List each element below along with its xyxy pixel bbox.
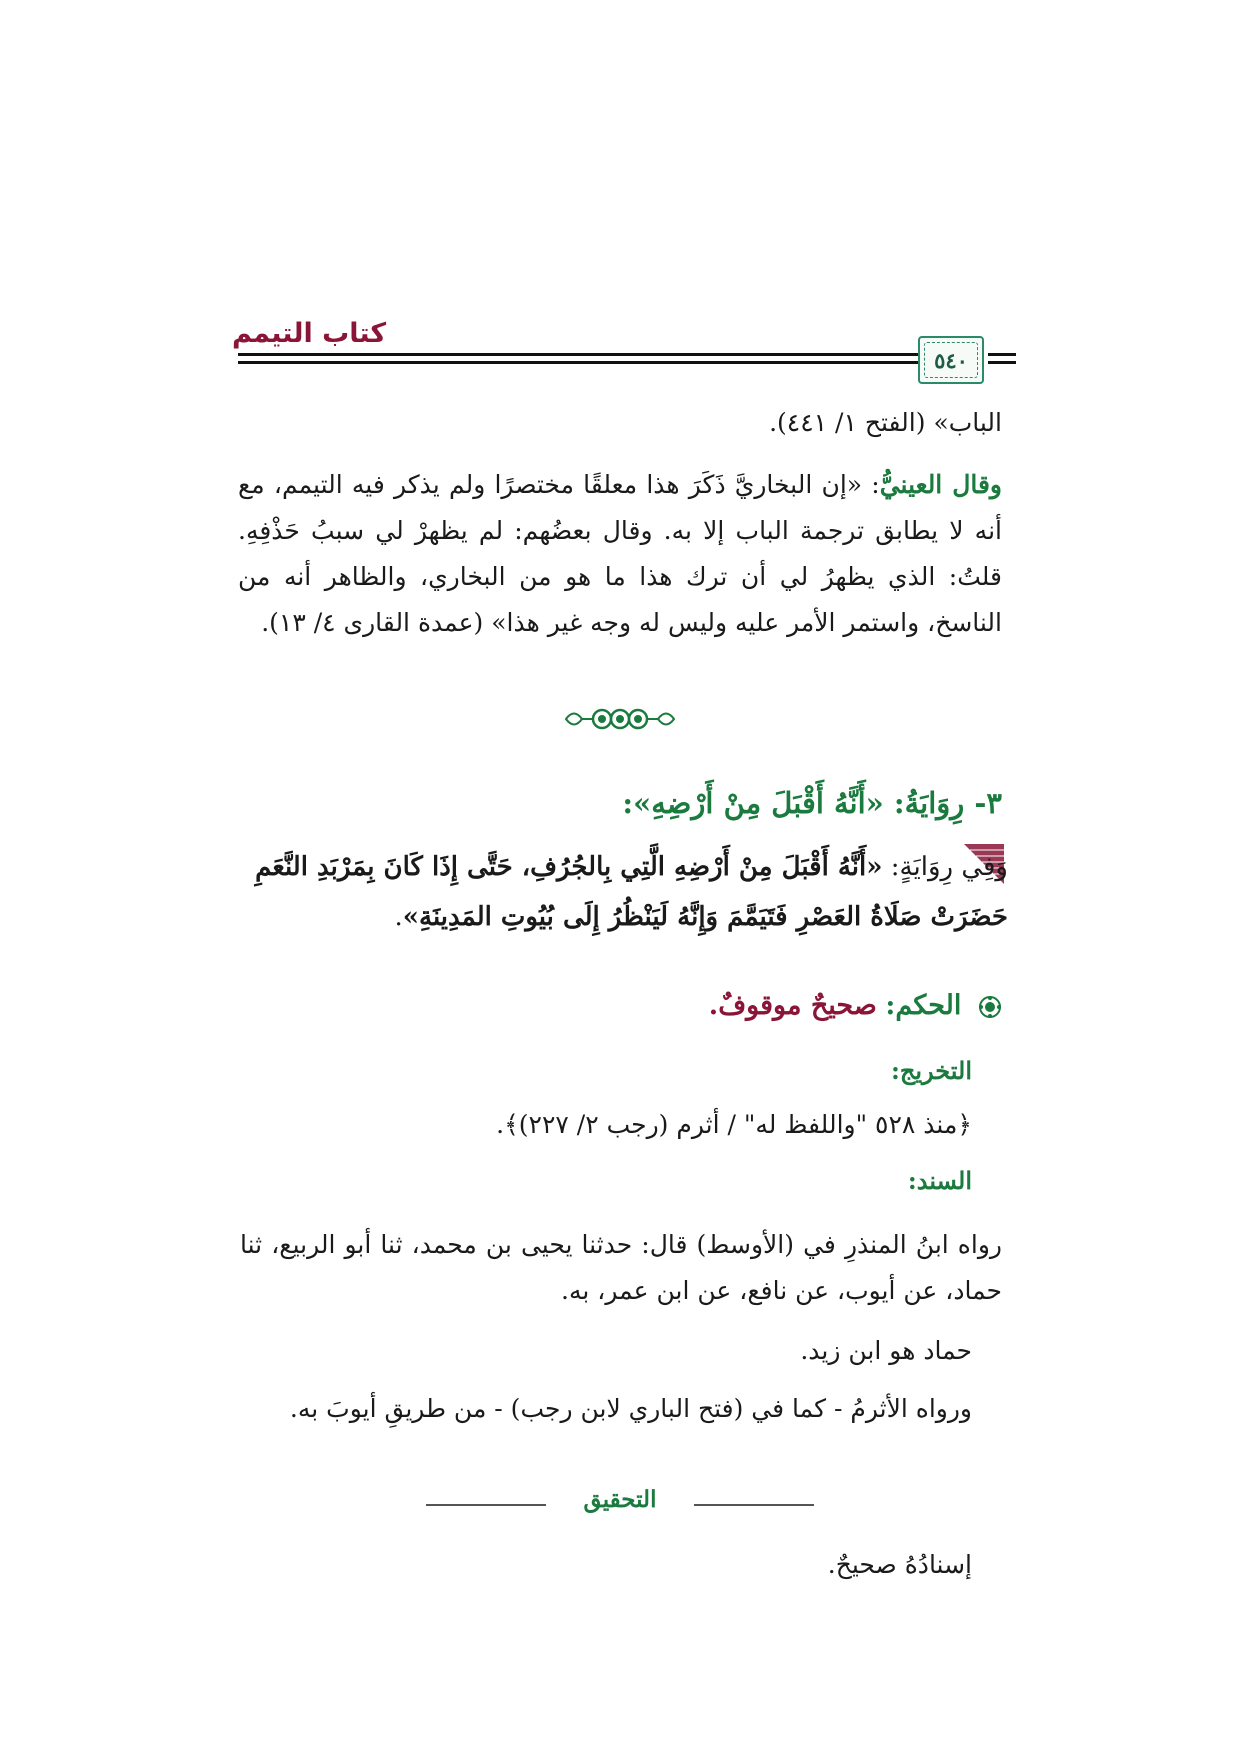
header-rule	[238, 353, 958, 356]
header-rule	[988, 361, 1016, 364]
rosette-icon	[978, 995, 1002, 1019]
tahqiq-label: التحقيق	[583, 1486, 657, 1513]
ruling-label: الحكم:	[885, 990, 962, 1021]
hadith-text-block	[246, 842, 1008, 942]
running-title: كتاب التيمم	[232, 318, 387, 349]
section-title: ٣- رِوَايَةُ: «أَنَّهُ أَقْبَلَ مِنْ أَرْضِهِ»:	[622, 786, 1002, 820]
tahqiq-divider	[426, 1486, 814, 1520]
ayni-commentary	[238, 462, 1002, 646]
hadith-end: .	[394, 902, 403, 932]
takhrij-text: ﴿منذ ٥٢٨ "واللفظ له" / أثرم (رجب ٢/ ٢٢٧)﴾.	[496, 1110, 972, 1139]
header-rule	[238, 361, 958, 364]
hadith-intro: وَفِي رِوَايَةٍ:	[882, 852, 1008, 882]
ruling	[709, 990, 1002, 1021]
takhrij-label: التخريج:	[891, 1056, 972, 1085]
ayni-text: : «إن البخاريَّ ذَكَرَ هذا معلقًا مختصرًا ولم يذكر فيه التيمم، مع أنه لا يطابق ترجمة الباب إلا به. وقال بعضُهم: لم يظهرْ لي سببُ حَذْفِهِ. قلتُ: الذي يظهرُ لي أن ترك هذا ما هو من البخاري، والظاهر أنه من الناسخ، واستمر الأمر عليه وليس له وجه غير هذا» (عمدة القارى ٤/ ١٣).	[238, 470, 1002, 637]
page-number: ٥٤٠	[934, 347, 968, 373]
commentary-line-top: الباب» (الفتح ١/ ٤٤١).	[769, 408, 1002, 437]
hammad-note: حماد هو ابن زيد.	[800, 1336, 972, 1365]
athram-note: ورواه الأثرمُ - كما في (فتح الباري لابن رجب) - من طريقِ أيوبَ به.	[289, 1394, 972, 1423]
sanad-label: السند:	[907, 1166, 972, 1195]
sanad-text: رواه ابنُ المنذرِ في (الأوسط) قال: حدثنا يحيى بن محمد، ثنا أبو الربيع، ثنا حماد، عن أيوب، عن نافع، عن ابن عمر، به.	[240, 1230, 1002, 1305]
ayni-name: وقال العينيُّ	[879, 470, 1003, 499]
page-number-badge	[918, 336, 984, 384]
tahqiq-text: إسنادُهُ صحيحٌ.	[827, 1550, 972, 1579]
header-rule	[988, 353, 1016, 356]
hadith-text: «أَنَّهُ أَقْبَلَ مِنْ أَرْضِهِ الَّتِي بِالجُرُفِ، حَتَّى إِذَا كَانَ بِمَرْبَدِ النَّعَمِ حَضَرَتْ صَلَاةُ العَصْرِ فَتَيَمَّمَ وَإِنَّهُ لَيَنْظُرُ إِلَى بُيُوتِ المَدِينَةِ»	[255, 852, 1008, 932]
floral-ornament-icon	[560, 704, 680, 734]
ruling-value: صحيحٌ موقوفٌ.	[708, 990, 877, 1021]
